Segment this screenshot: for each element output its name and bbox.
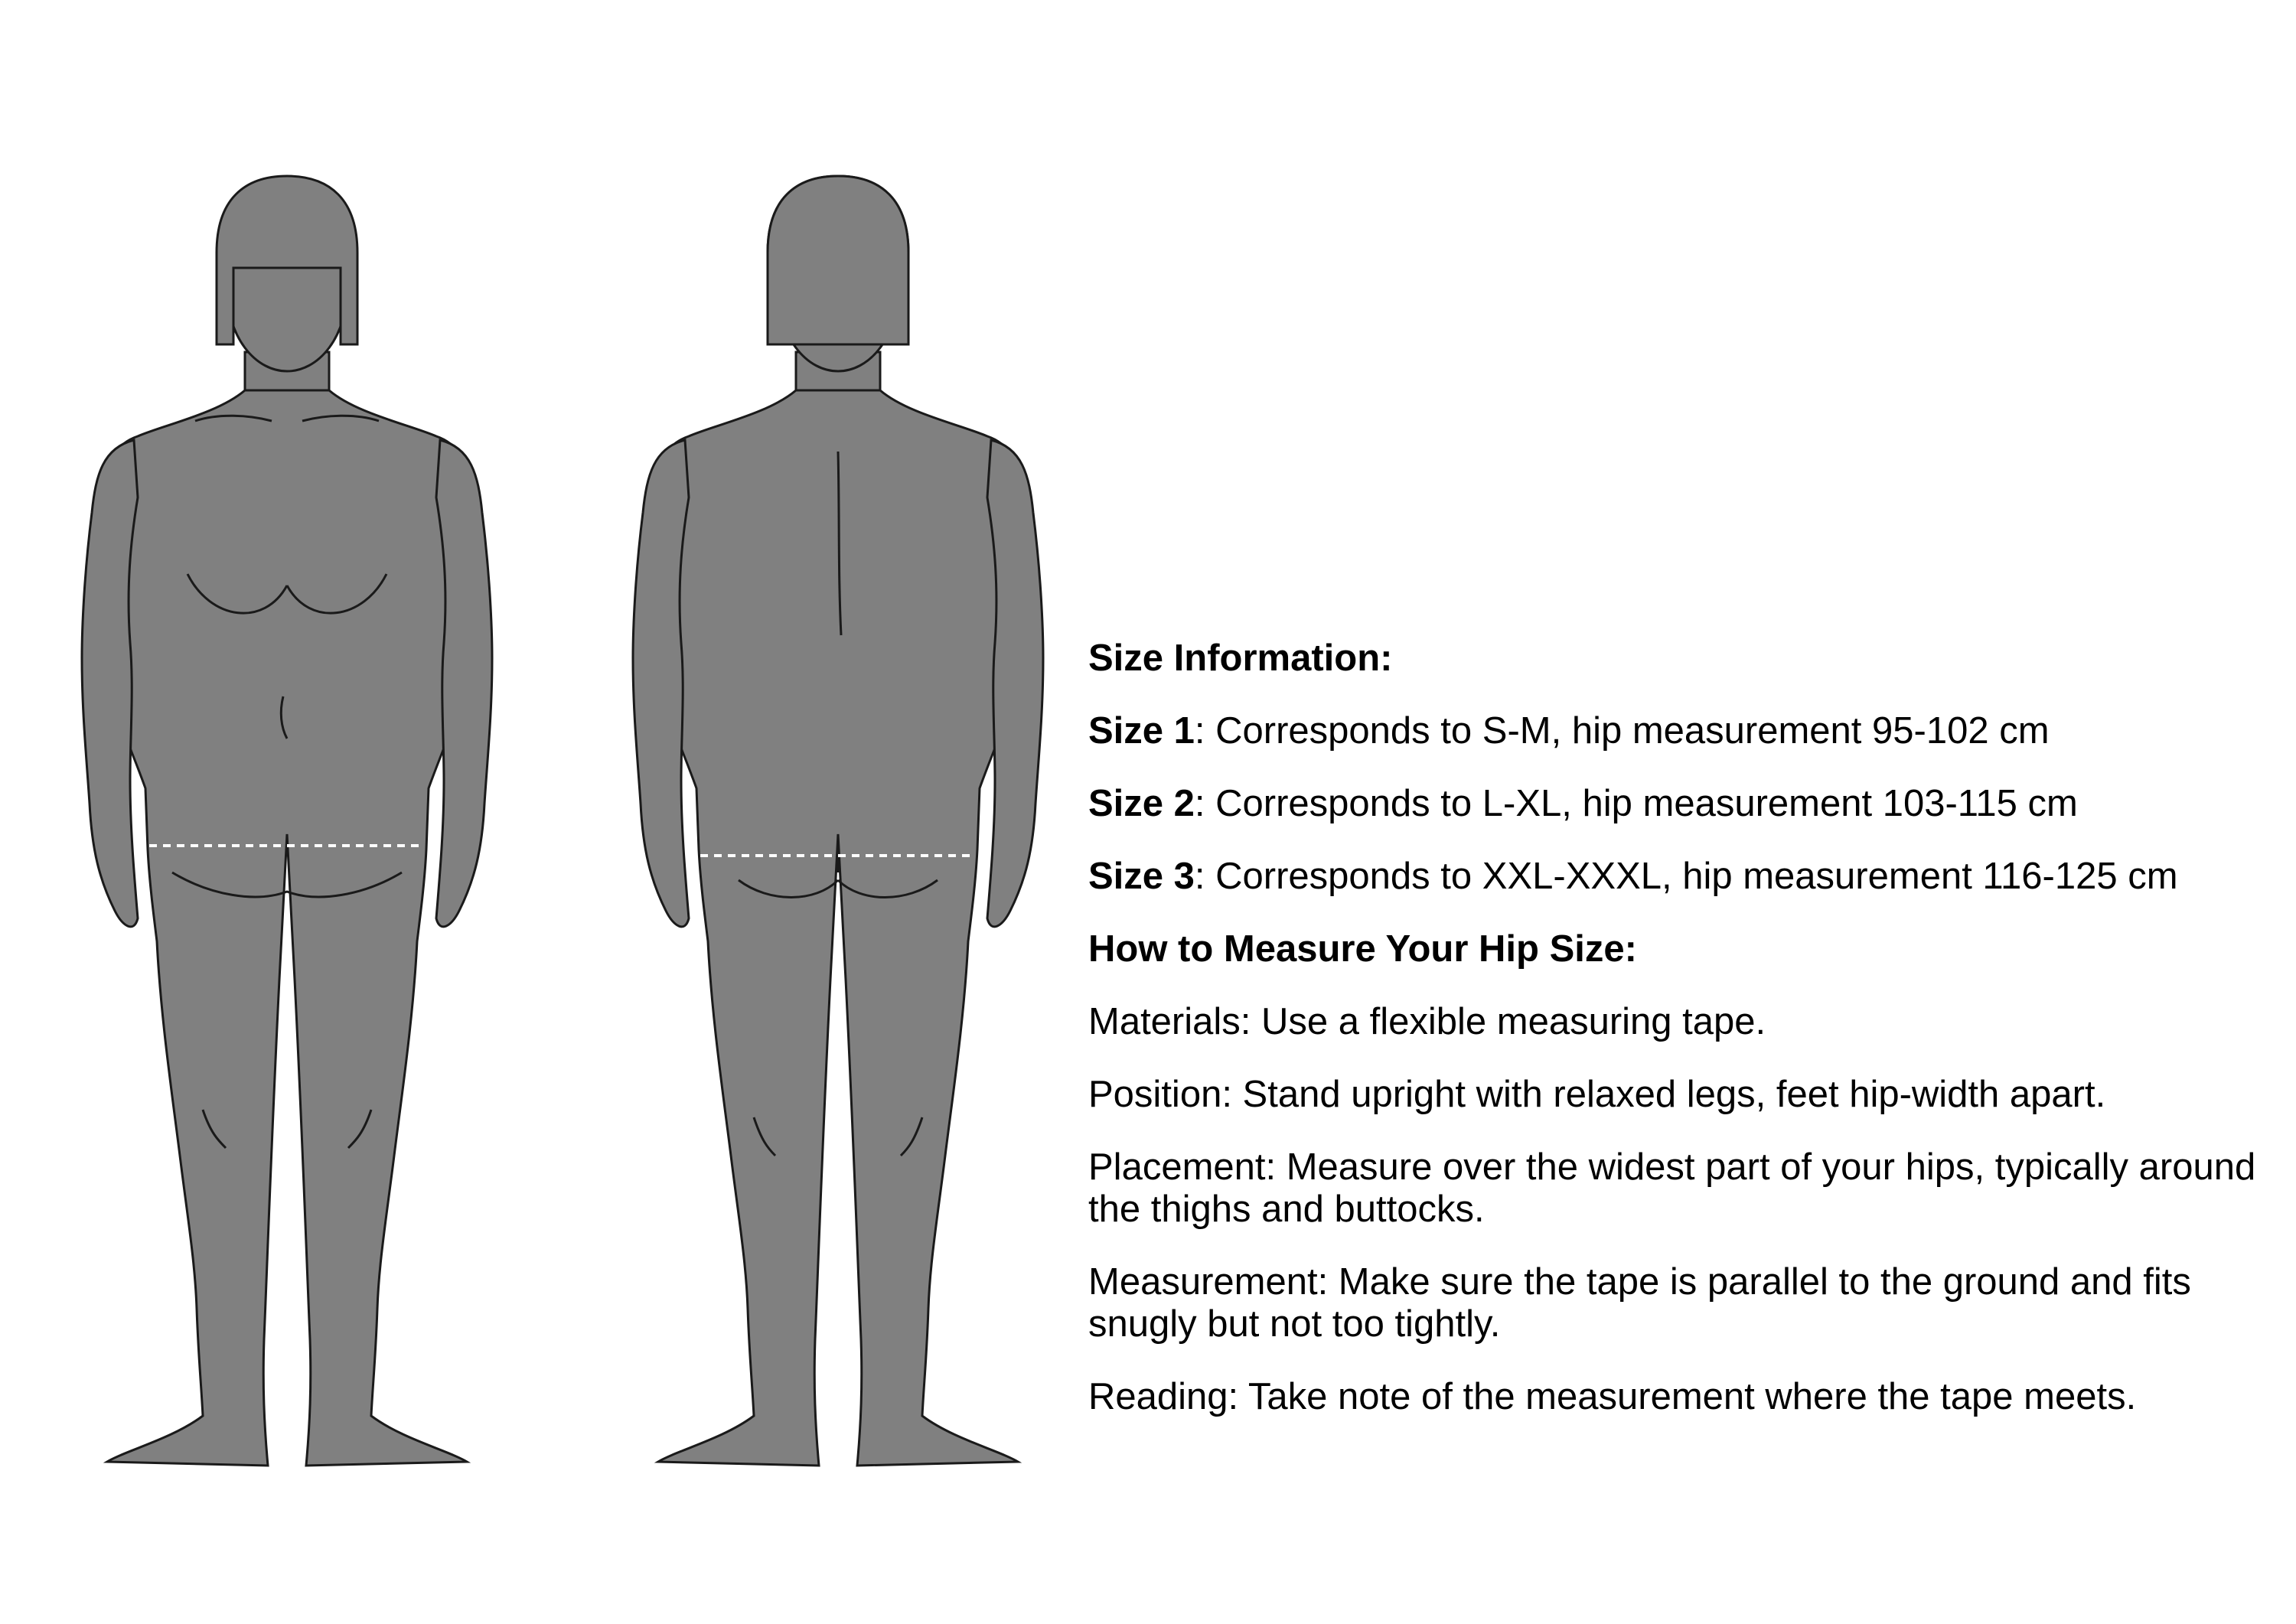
howto-title: How to Measure Your Hip Size: (1088, 928, 1637, 970)
size-info-title: Size Information: (1088, 638, 1393, 679)
size-info-panel (1088, 638, 2282, 1449)
step-measurement: Measurement: Make sure the tape is parallel to the ground and fits snugly but not too tightly. (1088, 1261, 2191, 1345)
size-3-row (1088, 856, 2282, 898)
step-placement: Placement: Measure over the widest part of your hips, typically around the thighs and buttocks. (1088, 1146, 2256, 1230)
size-1-text: : Corresponds to S-M, hip measurement 95-102 cm (1194, 710, 2050, 752)
size-3-text: : Corresponds to XXL-XXXL, hip measurement 116-125 cm (1194, 856, 2178, 897)
size-1-label: Size 1 (1088, 710, 1195, 752)
size-2-row (1088, 783, 2282, 825)
step-position: Position: Stand upright with relaxed legs, feet hip-width apart. (1088, 1074, 2106, 1115)
body-back-figure (633, 176, 1043, 1466)
size-3-label: Size 3 (1088, 856, 1195, 897)
size-2-text: : Corresponds to L-XL, hip measurement 103-115 cm (1194, 783, 2078, 824)
size-1-row (1088, 710, 2282, 752)
step-materials: Materials: Use a flexible measuring tape. (1088, 1001, 1766, 1042)
step-reading: Reading: Take note of the measurement where the tape meets. (1088, 1376, 2137, 1417)
size-2-label: Size 2 (1088, 783, 1195, 824)
body-front-figure (82, 176, 492, 1466)
